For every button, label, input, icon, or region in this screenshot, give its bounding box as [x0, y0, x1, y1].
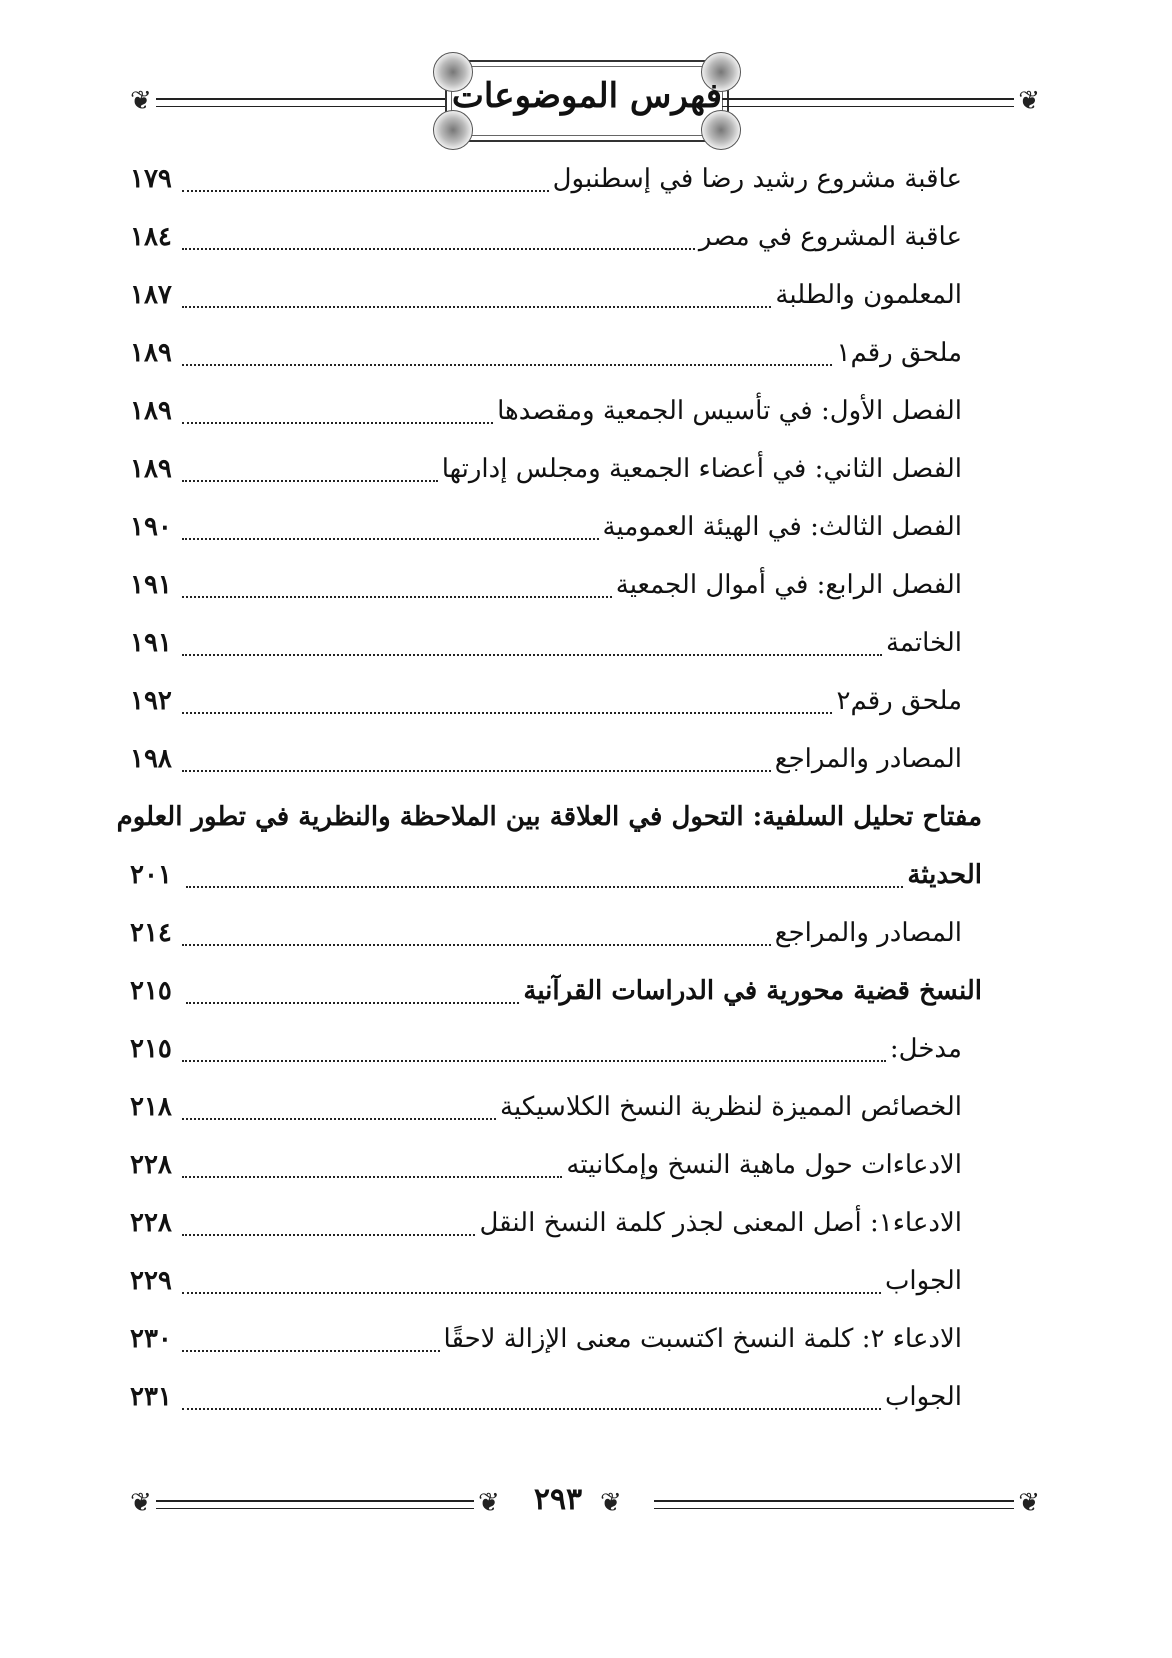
title-cartouche — [445, 60, 729, 142]
toc-entry[interactable] — [130, 904, 982, 962]
entry-title: ملحق رقم١ — [836, 338, 962, 368]
entry-title: الجواب — [884, 1266, 962, 1296]
dot-leader — [186, 1002, 519, 1004]
dot-leader — [182, 1118, 496, 1120]
entry-page: ٢٣٠ — [130, 1324, 172, 1354]
dot-leader — [186, 886, 903, 888]
toc-entry[interactable] — [130, 150, 982, 208]
toc-entry[interactable] — [130, 730, 982, 788]
entry-page: ٢٣١ — [130, 1382, 172, 1412]
floral-ornament-icon: ❦ — [1018, 1488, 1040, 1518]
entry-page: ٢٢٨ — [130, 1150, 172, 1180]
entry-title: الخصائص المميزة لنظرية النسخ الكلاسيكية — [500, 1092, 962, 1122]
dot-leader — [182, 1176, 562, 1178]
toc-chapter-entry-continued[interactable] — [130, 846, 982, 904]
entry-title: المصادر والمراجع — [774, 744, 962, 774]
entry-title: الفصل الأول: في تأسيس الجمعية ومقصدها — [497, 396, 962, 426]
dot-leader — [182, 712, 832, 714]
dot-leader — [182, 538, 599, 540]
dot-leader — [182, 248, 695, 250]
dot-leader — [182, 422, 493, 424]
entry-page: ١٩١ — [130, 570, 172, 600]
entry-title: الفصل الثاني: في أعضاء الجمعية ومجلس إدارتها — [441, 454, 962, 484]
entry-title: عاقبة مشروع رشيد رضا في إسطنبول — [552, 164, 962, 194]
entry-page: ٢٢٩ — [130, 1266, 172, 1296]
dot-leader — [182, 596, 612, 598]
entry-page: ٢٠١ — [130, 860, 172, 890]
chapter-title: النسخ قضية محورية في الدراسات القرآنية — [523, 976, 982, 1006]
entry-page: ٢٢٨ — [130, 1208, 172, 1238]
header-rule-left — [156, 98, 448, 107]
chapter-title-line2: الحديثة — [907, 860, 982, 890]
entry-title: المصادر والمراجع — [774, 918, 962, 948]
dot-leader — [182, 306, 771, 308]
toc-entry[interactable] — [130, 1252, 982, 1310]
entry-page: ١٨٤ — [130, 222, 172, 252]
entry-title: الفصل الرابع: في أموال الجمعية — [615, 570, 962, 600]
page-title: فهرس الموضوعات — [451, 76, 723, 116]
dot-leader — [182, 944, 771, 946]
dot-leader — [182, 1292, 881, 1294]
entry-page: ١٧٩ — [130, 164, 172, 194]
header-rule-right — [722, 98, 1014, 107]
entry-page: ١٨٩ — [130, 338, 172, 368]
toc-entry[interactable] — [130, 208, 982, 266]
toc-entry[interactable] — [130, 614, 982, 672]
entry-page: ١٨٩ — [130, 396, 172, 426]
entry-title: الادعاء ٢: كلمة النسخ اكتسبت معنى الإزالة لاحقًا — [443, 1324, 962, 1354]
footer-rule-left — [156, 1500, 474, 1509]
toc-entry[interactable] — [130, 440, 982, 498]
toc-entry[interactable] — [130, 1078, 982, 1136]
entry-page: ١٨٩ — [130, 454, 172, 484]
footer-rule-right — [654, 1500, 1014, 1509]
entry-title: الادعاءات حول ماهية النسخ وإمكانيته — [566, 1150, 962, 1180]
entry-page: ٢١٤ — [130, 918, 172, 948]
toc-entry[interactable] — [130, 324, 982, 382]
dot-leader — [182, 1060, 886, 1062]
floral-ornament-icon: ❦ — [1018, 86, 1040, 116]
toc-entry[interactable] — [130, 672, 982, 730]
entry-title: عاقبة المشروع في مصر — [698, 222, 962, 252]
floral-ornament-icon: ❦ — [600, 1488, 622, 1518]
toc-entry[interactable] — [130, 556, 982, 614]
toc-entry[interactable] — [130, 382, 982, 440]
entry-page: ٢١٥ — [130, 1034, 172, 1064]
entry-page: ٢١٥ — [130, 976, 172, 1006]
chapter-title-line1: مفتاح تحليل السلفية: التحول في العلاقة بين الملاحظة والنظرية في تطور العلوم — [116, 802, 982, 832]
toc-chapter-entry[interactable] — [130, 962, 982, 1020]
table-of-contents — [116, 150, 982, 1426]
entry-page: ١٩٠ — [130, 512, 172, 542]
dot-leader — [182, 1234, 475, 1236]
entry-title: الجواب — [884, 1382, 962, 1412]
entry-page: ١٨٧ — [130, 280, 172, 310]
floral-ornament-icon: ❦ — [130, 86, 152, 116]
toc-entry[interactable] — [130, 1368, 982, 1426]
dot-leader — [182, 364, 832, 366]
entry-title: الادعاء١: أصل المعنى لجذر كلمة النسخ النقل — [479, 1208, 962, 1238]
dot-leader — [182, 770, 771, 772]
entry-title: المعلمون والطلبة — [775, 280, 962, 310]
dot-leader — [182, 654, 882, 656]
floral-ornament-icon: ❦ — [478, 1488, 500, 1518]
entry-title: الخاتمة — [885, 628, 962, 658]
toc-entry[interactable] — [130, 498, 982, 556]
entry-page: ١٩١ — [130, 628, 172, 658]
page-footer — [130, 1478, 1040, 1528]
toc-entry[interactable] — [130, 1194, 982, 1252]
entry-title: الفصل الثالث: في الهيئة العمومية — [602, 512, 962, 542]
toc-entry[interactable] — [130, 1310, 982, 1368]
entry-title: مدخل: — [889, 1034, 962, 1064]
floral-ornament-icon: ❦ — [130, 1488, 152, 1518]
dot-leader — [182, 190, 549, 192]
page-header — [130, 52, 1040, 142]
dot-leader — [182, 1408, 881, 1410]
cartouche-ornament-icon — [701, 110, 741, 150]
entry-page: ١٩٢ — [130, 686, 172, 716]
toc-entry[interactable] — [130, 266, 982, 324]
entry-page: ١٩٨ — [130, 744, 172, 774]
toc-entry[interactable] — [130, 1020, 982, 1078]
entry-title: ملحق رقم٢ — [836, 686, 962, 716]
page-number: ٢٩٣ — [533, 1482, 583, 1517]
dot-leader — [182, 480, 438, 482]
toc-chapter-entry[interactable] — [116, 788, 982, 846]
cartouche-ornament-icon — [433, 110, 473, 150]
toc-entry[interactable] — [130, 1136, 982, 1194]
entry-page: ٢١٨ — [130, 1092, 172, 1122]
dot-leader — [182, 1350, 440, 1352]
